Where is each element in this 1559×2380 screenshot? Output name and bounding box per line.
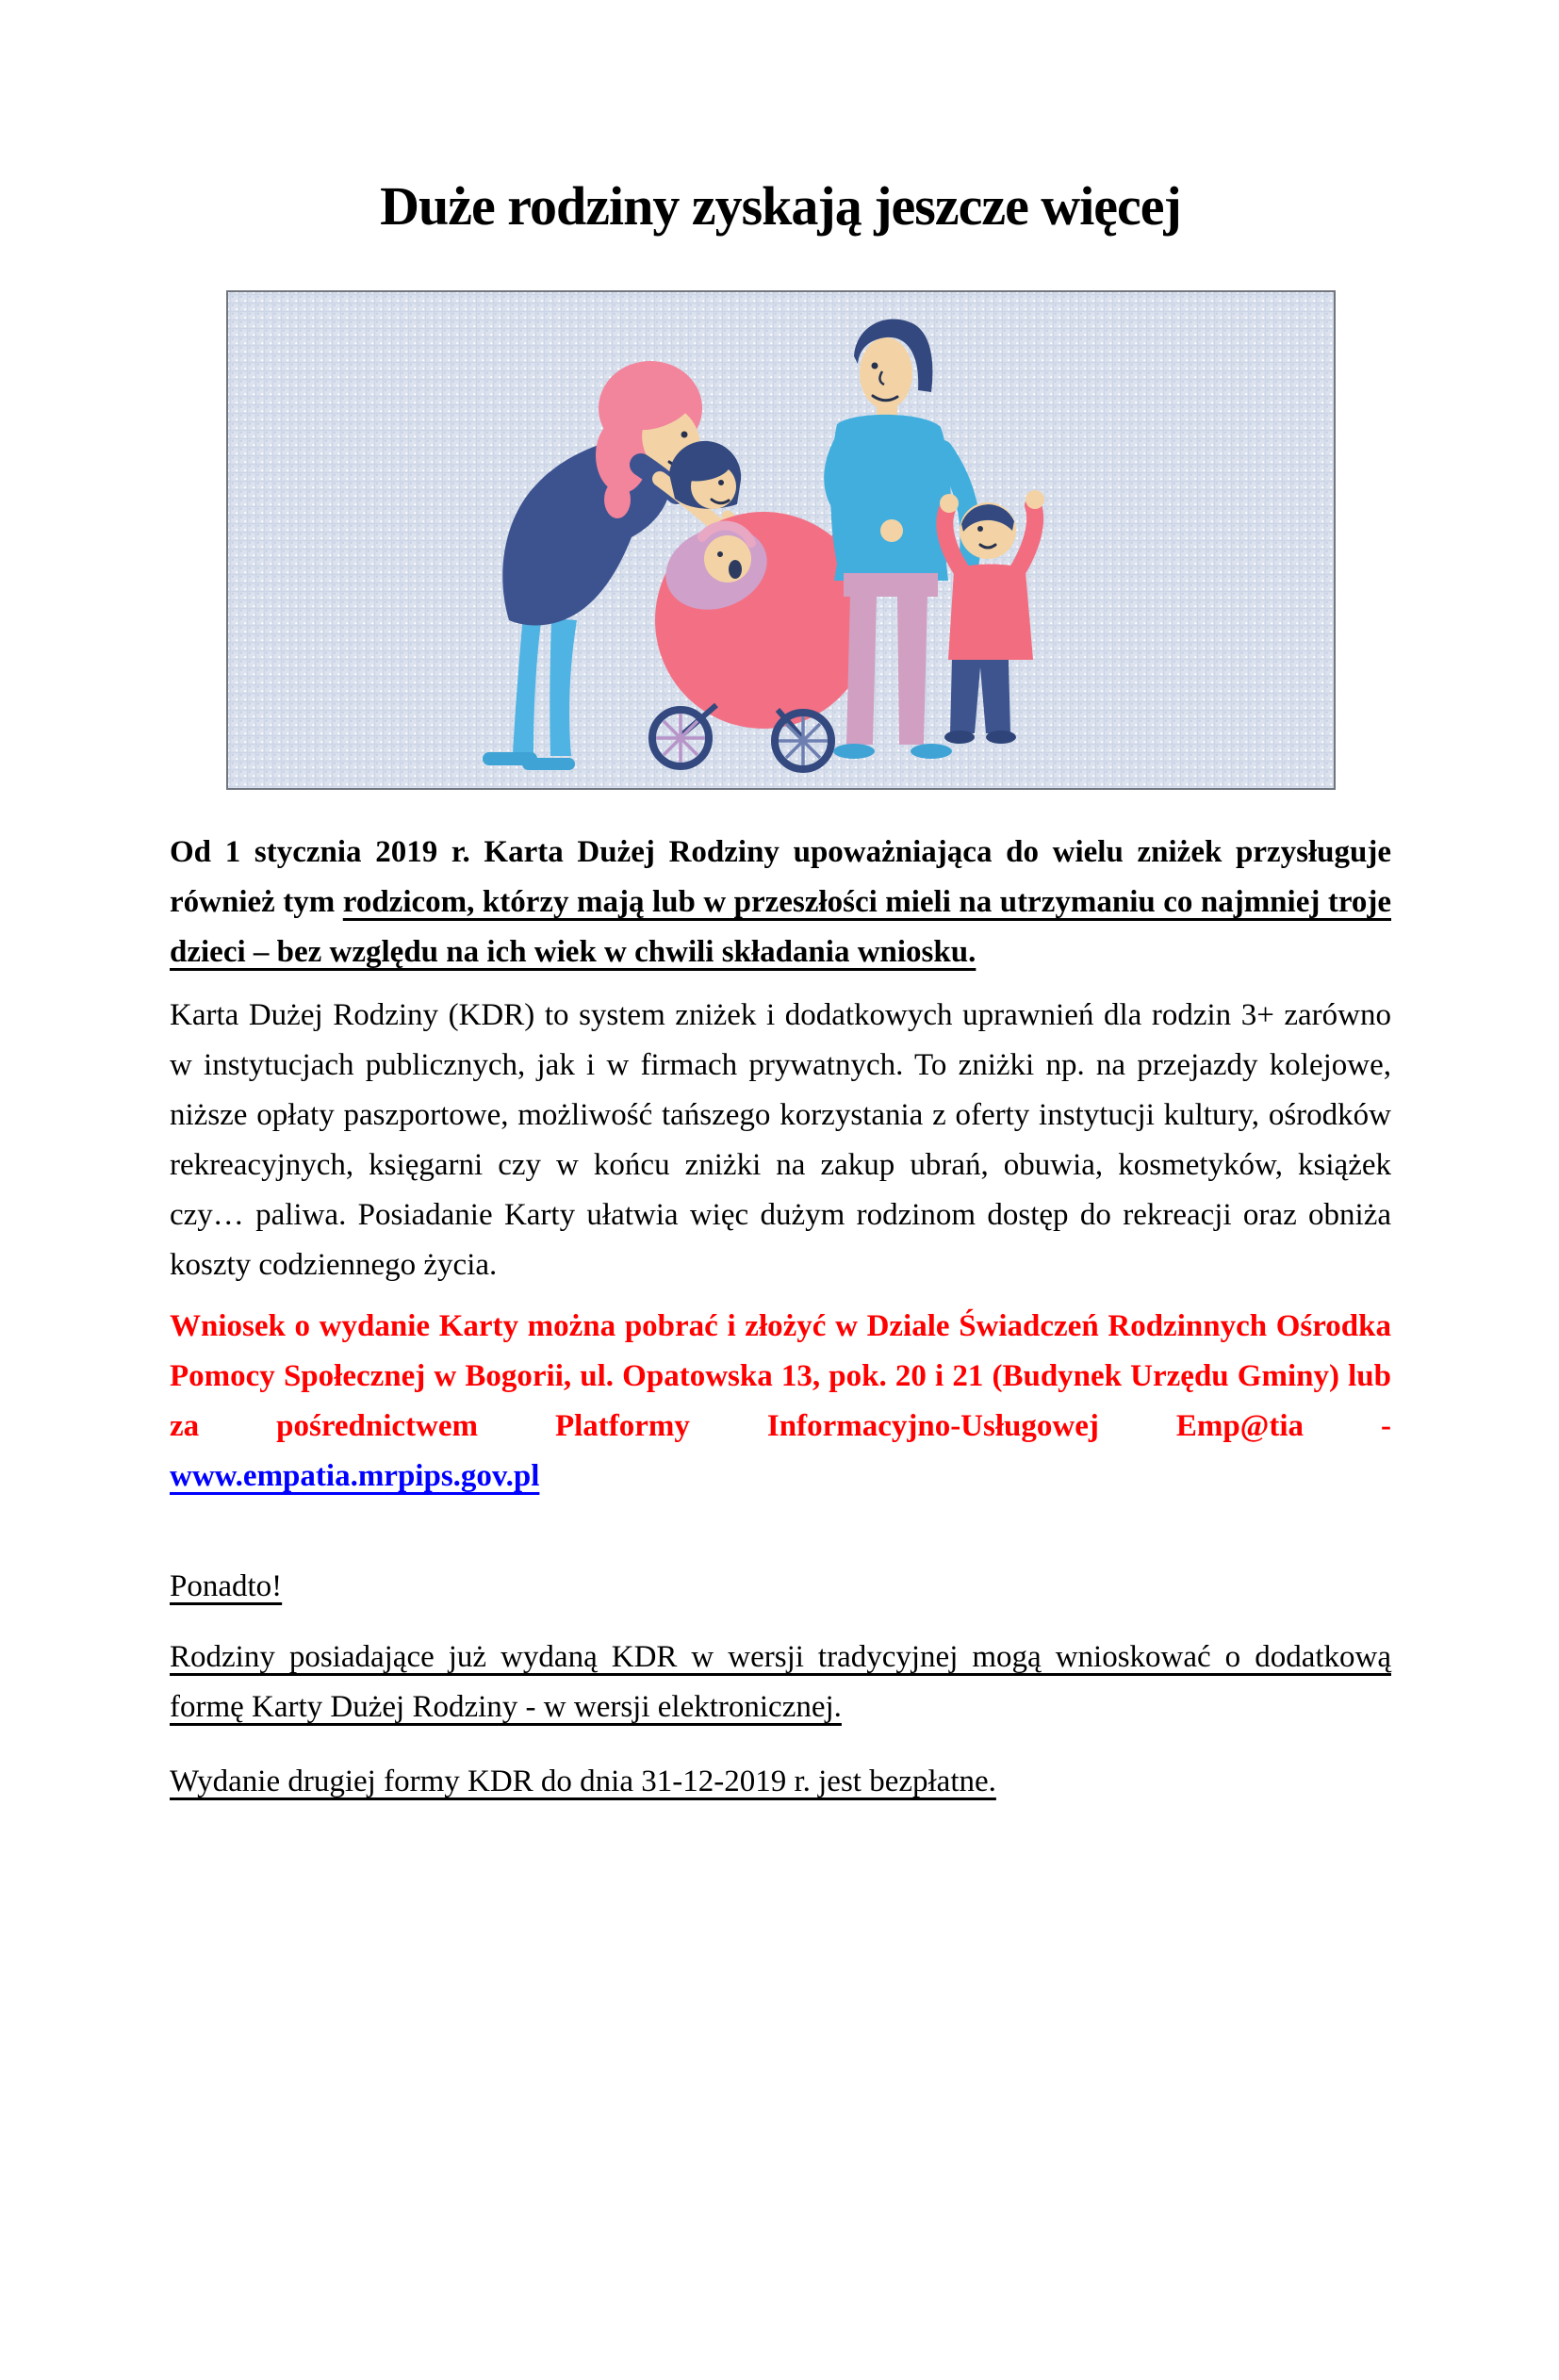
body-paragraph: Karta Dużej Rodziny (KDR) to system zniżek i dodatkowych uprawnień dla rodzin 3+ zarówno w instytucjach publicznych, jak i w firmach prywatnych. To zniżki np. na przejazdy kolejowe, niższe opłaty paszportowe, możliwość tańszego korzystania z oferty instytucji kultury, ośrodków rekreacyjnych, księgarni czy w końcu zniżki na zakup ubrań, obuwia, kosmetyków, książek czy… paliwa. Posiadanie Karty ułatwia więc dużym rodzinom dostęp do rekreacji oraz obniża koszty codziennego życia. xyxy=(170,998,1391,1282)
document-page xyxy=(0,175,1559,1807)
addendum-heading xyxy=(170,1562,1391,1612)
addendum-paragraph-1 xyxy=(170,1633,1391,1732)
family-with-pram-illustration xyxy=(226,290,1336,790)
notice-red-text: Wniosek o wydanie Karty można pobrać i złożyć w Dziale Świadczeń Rodzinnych Ośrodka Pomocy Społecznej w Bogorii, ul. Opatowska 13, pok. 20 i 21 (Budynek Urzędu Gminy) lub za pośrednictwem Platformy Informacyjno-Usługowej Emp@tia - xyxy=(170,1309,1391,1443)
addendum-line1-text: Rodziny posiadające już wydaną KDR w wersji tradycyjnej mogą wnioskować o dodatkową formę Karty Dużej Rodziny - w wersji elektronicznej. xyxy=(170,1640,1391,1724)
application-notice-paragraph xyxy=(170,1302,1391,1502)
rear-wheel xyxy=(775,713,831,769)
intro-paragraph xyxy=(170,828,1391,977)
front-wheel xyxy=(652,710,709,766)
addendum-line2-text: Wydanie drugiej formy KDR do dnia 31-12-2019 r. jest bezpłatne. xyxy=(170,1764,996,1798)
intro-underlined-text: rodzicom, którzy mają lub w przeszłości mieli na utrzymaniu co najmniej troje dzieci – bez względu na ich wiek w chwili składania wniosku. xyxy=(170,885,1392,969)
page-title: Duże rodziny zyskają jeszcze więcej xyxy=(380,175,1181,237)
addendum-paragraph-2 xyxy=(170,1757,1391,1807)
intro-plain-text: Od 1 stycznia 2019 r. Karta Dużej Rodziny upoważniająca do wielu zniżek przysługuje również tym xyxy=(170,835,1391,919)
family-illustration xyxy=(226,290,1336,790)
addendum-heading-text: Ponadto! xyxy=(170,1569,283,1603)
empatia-link[interactable]: www.empatia.mrpips.gov.pl xyxy=(170,1459,540,1493)
